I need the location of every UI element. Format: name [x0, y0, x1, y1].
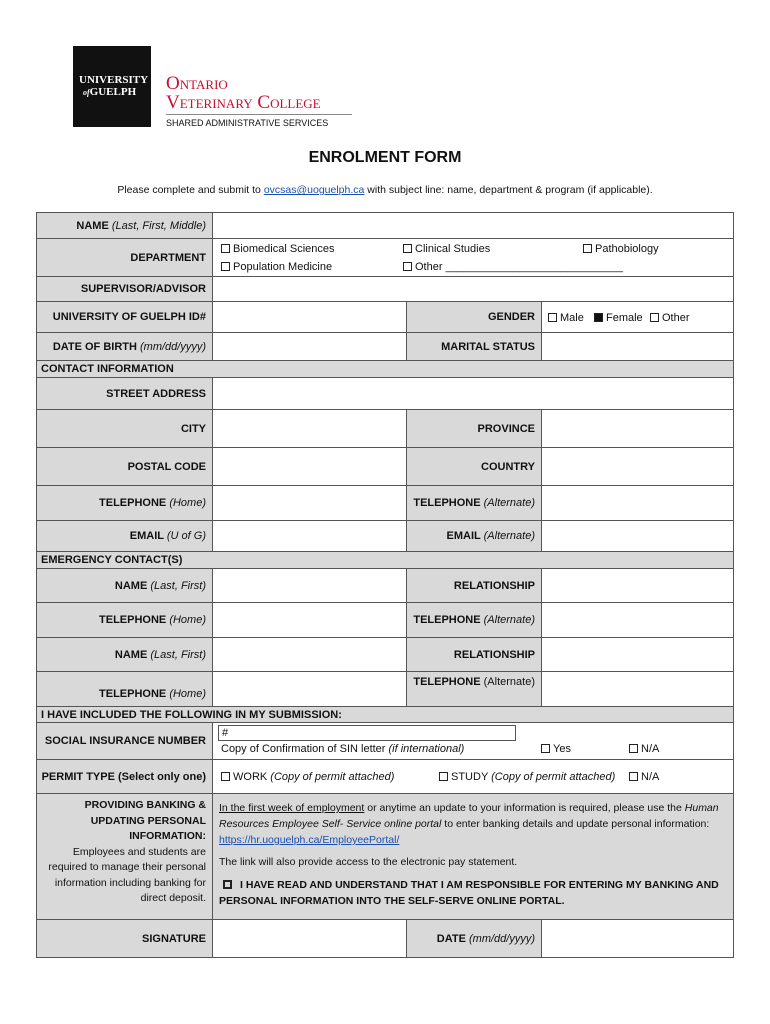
province-field[interactable] [541, 409, 734, 448]
sin-input[interactable]: # [218, 725, 516, 741]
gender-other[interactable]: Other [650, 312, 690, 324]
emg2-tel-home-label: TELEPHONE (Home) [36, 671, 213, 707]
header-rule [166, 114, 352, 115]
gender-label: GENDER [406, 301, 542, 333]
emergency-section-header: EMERGENCY CONTACT(S) [36, 551, 734, 569]
gender-male[interactable]: Male [548, 312, 584, 324]
emg1-tel-alt-field[interactable] [541, 602, 734, 638]
emg1-relationship-label: RELATIONSHIP [406, 568, 542, 603]
uog-id-field[interactable] [212, 301, 407, 333]
email-alt-label: EMAIL (Alternate) [406, 520, 542, 552]
submit-email-link[interactable]: ovcsas@uoguelph.ca [263, 184, 365, 196]
permit-work[interactable]: WORK (Copy of permit attached) [221, 771, 394, 783]
unit-name: SHARED ADMINISTRATIVE SERVICES [166, 118, 329, 128]
emg2-tel-alt-label: TELEPHONE (Alternate) [406, 671, 542, 707]
emg1-tel-home-field[interactable] [212, 602, 407, 638]
country-label: COUNTRY [406, 447, 542, 486]
college-name [166, 74, 321, 112]
permit-row [212, 759, 734, 794]
marital-field[interactable] [541, 332, 734, 361]
banking-info [212, 793, 734, 920]
emg2-relationship-field[interactable] [541, 637, 734, 672]
sin-copy-yes[interactable]: Yes [541, 743, 571, 755]
sin-copy-na[interactable]: N/A [629, 743, 659, 755]
employee-portal-link[interactable]: https://hr.uoguelph.ca/EmployeePortal/ [219, 834, 400, 846]
university-logo [73, 46, 151, 127]
email-uog-label: EMAIL (U of G) [36, 520, 213, 552]
banking-paragraph: In the first week of employment or anytime an update to your information is required, please use the Human Resources Employee Self- Service online portal to enter banking details and update personal information: https://hr.uoguelph.ca/EmployeePortal/ [219, 802, 719, 846]
tel-home-label: TELEPHONE (Home) [36, 485, 213, 521]
permit-study[interactable]: STUDY (Copy of permit attached) [439, 771, 615, 783]
dept-other-line: _____________________________ [445, 261, 623, 273]
logo-line1: UNIVERSITY [79, 74, 149, 86]
emg2-relationship-label: RELATIONSHIP [406, 637, 542, 672]
city-field[interactable] [212, 409, 407, 448]
banking-ack[interactable]: I HAVE READ AND UNDERSTAND THAT I AM RESPONSIBLE FOR ENTERING MY BANKING AND PERSONAL INFORMATION INTO THE SELF-SERVE ONLINE PORTAL. [219, 879, 719, 907]
permit-na[interactable]: N/A [629, 771, 659, 783]
permit-label: PERMIT TYPE (Select only one) [36, 759, 213, 794]
date-label: DATE (mm/dd/yyyy) [406, 919, 542, 958]
street-label: STREET ADDRESS [36, 377, 213, 410]
date-field[interactable] [541, 919, 734, 958]
province-label: PROVINCE [406, 409, 542, 448]
emg2-name-label: NAME (Last, First) [36, 637, 213, 672]
instructions-before: Please complete and submit to [117, 184, 264, 196]
supervisor-label: SUPERVISOR/ADVISOR [36, 276, 213, 302]
department-options [212, 238, 734, 277]
submission-section-header: I HAVE INCLUDED THE FOLLOWING IN MY SUBMISSION: [36, 706, 734, 723]
dob-label: DATE OF BIRTH (mm/dd/yyyy) [36, 332, 213, 361]
enrolment-form [36, 212, 734, 958]
name-label: NAME (Last, First, Middle) [36, 212, 213, 239]
emg1-relationship-field[interactable] [541, 568, 734, 603]
instructions-after: with subject line: name, department & program (if applicable). [364, 184, 653, 196]
dept-population[interactable]: Population Medicine [221, 261, 332, 273]
emg1-tel-home-label: TELEPHONE (Home) [36, 602, 213, 638]
sin-copy-text: Copy of Confirmation of SIN letter (if international) [221, 743, 465, 755]
city-label: CITY [36, 409, 213, 448]
banking-label-bold: PROVIDING BANKING & UPDATING PERSONAL INFORMATION: [84, 799, 206, 842]
tel-alt-field[interactable] [541, 485, 734, 521]
dept-biomedical[interactable]: Biomedical Sciences [221, 243, 335, 255]
marital-label: MARITAL STATUS [406, 332, 542, 361]
sin-label: SOCIAL INSURANCE NUMBER [36, 722, 213, 760]
department-label: DEPARTMENT [36, 238, 213, 277]
signature-field[interactable] [212, 919, 407, 958]
emg2-tel-alt-field[interactable] [541, 671, 734, 707]
signature-label: SIGNATURE [36, 919, 213, 958]
gender-female[interactable]: Female [594, 312, 643, 324]
banking-label-rest: Employees and students are required to manage their personal information including banking for direct deposit. [48, 845, 206, 904]
name-field[interactable] [212, 212, 734, 239]
logo-prefix: of [83, 88, 90, 97]
emg1-name-label: NAME (Last, First) [36, 568, 213, 603]
uog-id-label: UNIVERSITY OF GUELPH ID# [36, 301, 213, 333]
email-alt-field[interactable] [541, 520, 734, 552]
tel-alt-label: TELEPHONE (Alternate) [406, 485, 542, 521]
dept-clinical[interactable]: Clinical Studies [403, 243, 490, 255]
banking-label [36, 793, 213, 920]
country-field[interactable] [541, 447, 734, 486]
dob-field[interactable] [212, 332, 407, 361]
logo-line2: GUELPH [89, 86, 137, 98]
postal-label: POSTAL CODE [36, 447, 213, 486]
emg2-tel-home-field[interactable] [212, 671, 407, 707]
supervisor-field[interactable] [212, 276, 734, 302]
sin-row [212, 722, 734, 760]
college-line1: Ontario [166, 73, 228, 94]
banking-note: The link will also provide access to the electronic pay statement. [219, 856, 518, 868]
emg1-tel-alt-label: TELEPHONE (Alternate) [406, 602, 542, 638]
dept-other[interactable]: Other _____________________________ [403, 261, 623, 273]
tel-home-field[interactable] [212, 485, 407, 521]
gender-options [541, 301, 734, 333]
college-line2: Veterinary College [166, 92, 321, 113]
dept-pathobiology[interactable]: Pathobiology [583, 243, 659, 255]
emg1-name-field[interactable] [212, 568, 407, 603]
contact-section-header: CONTACT INFORMATION [36, 360, 734, 378]
email-uog-field[interactable] [212, 520, 407, 552]
street-field[interactable] [212, 377, 734, 410]
postal-field[interactable] [212, 447, 407, 486]
form-title: ENROLMENT FORM [308, 149, 462, 166]
emg2-name-field[interactable] [212, 637, 407, 672]
instructions [0, 184, 770, 196]
